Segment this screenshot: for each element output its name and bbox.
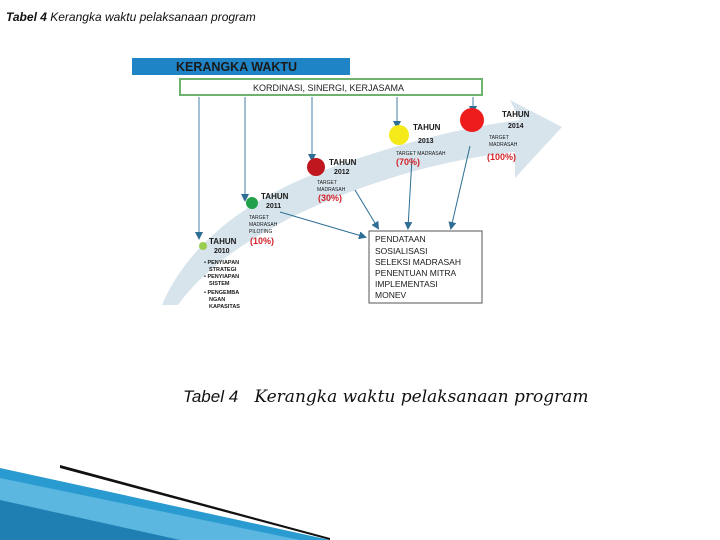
activity-2010-line: • PENYIAPAN: [204, 274, 240, 280]
year-2012-number: 2012: [334, 169, 350, 176]
activity-2010-line: KAPASITAS: [209, 304, 240, 310]
year-2011-percent: (30%): [318, 193, 343, 203]
top-caption-text: Kerangka waktu pelaksanaan program: [50, 10, 256, 24]
year-2011-target: PILOTING: [249, 229, 273, 235]
year-2014-label: TAHUN: [502, 110, 530, 119]
activity-item: MONEV: [375, 290, 407, 300]
activity-item: SOSIALISASI: [375, 246, 428, 256]
activity-2010-line: SISTEM: [209, 281, 230, 287]
activity-item: SELEKSI MADRASAH: [375, 257, 461, 267]
year-2013-target: TARGET MADRASAH: [396, 151, 446, 157]
year-2012-label: TAHUN: [329, 158, 357, 167]
year-2012-percent: (70%): [396, 157, 421, 167]
year-2013-number: 2013: [418, 138, 434, 145]
year-2011-target: MADRASAH: [249, 222, 278, 228]
year-2011-target: TARGET: [249, 215, 269, 221]
activity-2010-line: • PENYIAPAN: [204, 260, 240, 266]
year-2012-target: TARGET: [317, 180, 337, 186]
year-2010-label: TAHUN: [209, 237, 237, 246]
activity-2010-line: NGAN: [209, 297, 226, 303]
year-2011-number: 2011: [266, 203, 282, 210]
year-2011-label: TAHUN: [261, 192, 289, 201]
dot-2011: [246, 197, 258, 209]
dot-2012: [307, 158, 325, 176]
year-2014-target: TARGET: [489, 135, 509, 141]
year-2013-label: TAHUN: [413, 123, 441, 132]
year-2010-percent: (10%): [250, 236, 275, 246]
year-2010-number: 2010: [214, 248, 230, 255]
activities-2010: [204, 260, 240, 310]
activity-item: PENDATAAN: [375, 234, 426, 244]
top-caption-label: Tabel 4: [6, 10, 47, 24]
year-2014-target: MADRASAH: [489, 142, 518, 148]
bottom-caption-text: Kerangka waktu pelaksanaan program: [254, 387, 589, 407]
activity-2010-line: • PENGEMBA: [204, 290, 240, 296]
year-2013-percent: (100%): [487, 152, 517, 162]
diagram-title: KERANGKA WAKTU: [176, 60, 298, 74]
year-2014-number: 2014: [508, 123, 524, 130]
bottom-caption: [183, 387, 589, 407]
dot-2010: [199, 242, 207, 250]
bottom-caption-label: Tabel 4: [183, 387, 239, 406]
dot-2014: [460, 108, 484, 132]
activity-item: PENENTUAN MITRA: [375, 268, 457, 278]
activity-item: IMPLEMENTASI: [375, 279, 438, 289]
year-2012-target: MADRASAH: [317, 187, 346, 193]
coordination-text: KORDINASI, SINERGI, KERJASAMA: [253, 83, 405, 93]
dot-2013: [389, 125, 409, 145]
activity-2010-line: STRATEGI: [209, 267, 237, 273]
decorative-corner: [0, 465, 330, 540]
